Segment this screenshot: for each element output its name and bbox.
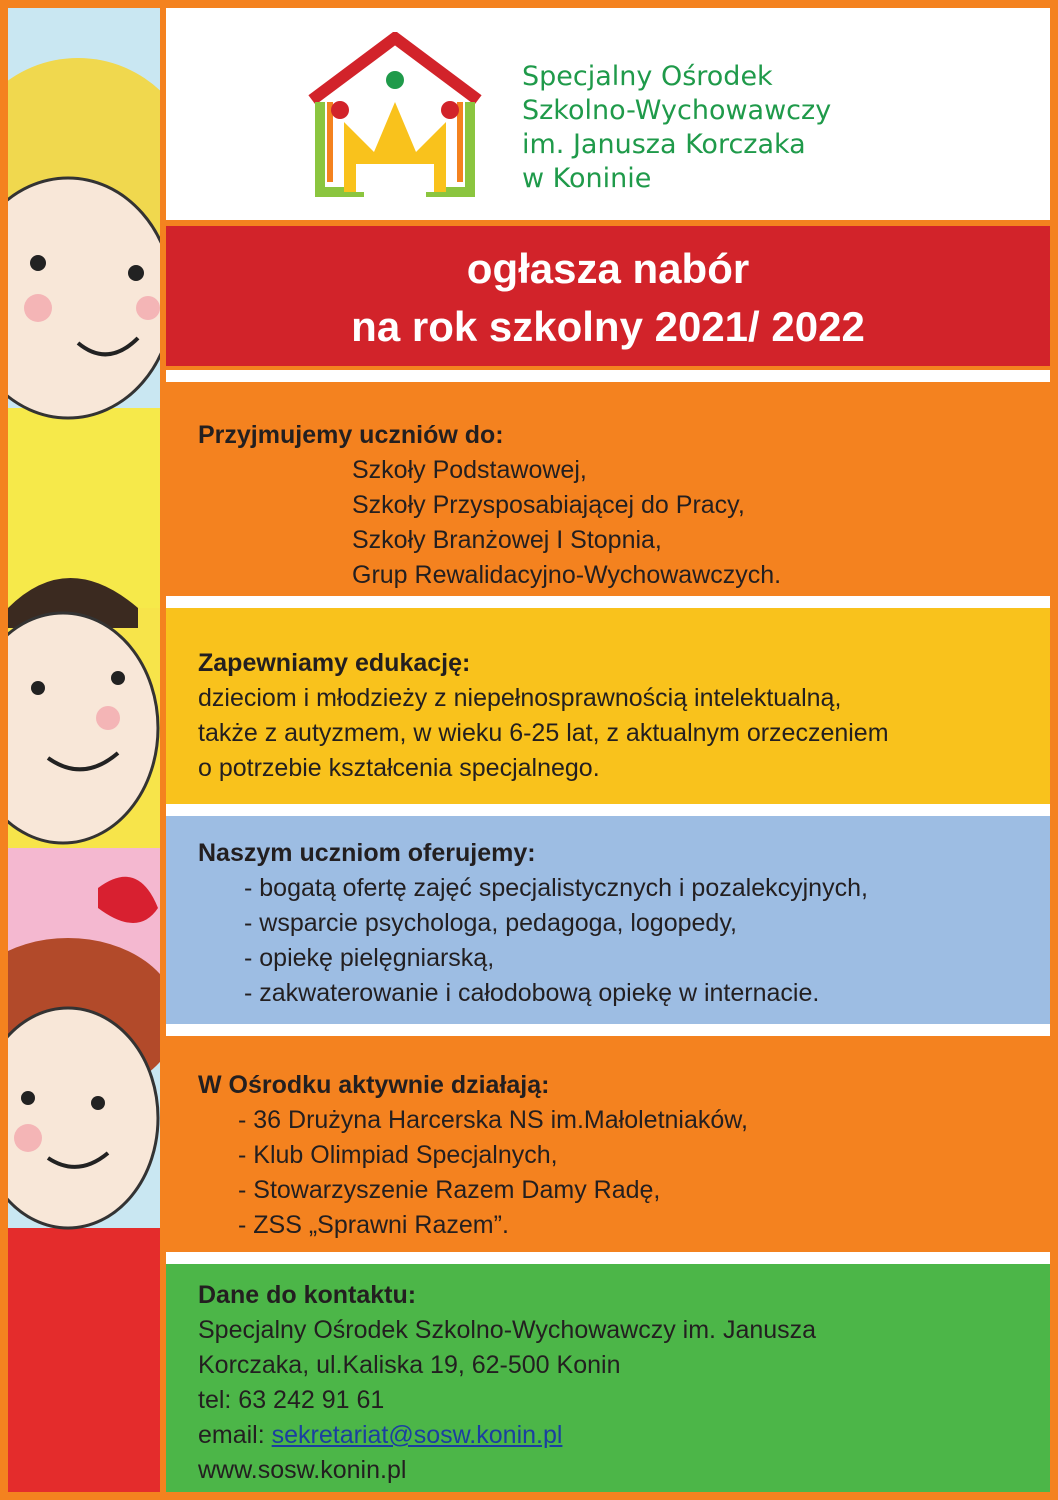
admission-item: Grup Rewalidacyjno-Wychowawczych. — [352, 561, 782, 589]
contact-address-line: Specjalny Ośrodek Szkolno-Wychowawczy im. Janusza — [198, 1316, 817, 1344]
divider — [166, 596, 1050, 608]
offer-heading: Naszym uczniom oferujemy: — [198, 839, 536, 867]
education-line: o potrzebie kształcenia specjalnego. — [198, 754, 600, 782]
school-logo-icon — [304, 32, 486, 202]
admission-heading: Przyjmujemy uczniów do: — [198, 421, 504, 449]
divider — [166, 1024, 1050, 1036]
admission-section — [166, 382, 1050, 596]
email-label: email: — [198, 1421, 272, 1449]
education-line: także z autyzmem, w wieku 6-25 lat, z aktualnym orzeczeniem — [198, 719, 889, 747]
divider — [166, 1252, 1050, 1264]
school-name-line: w Koninie — [522, 163, 652, 194]
school-name-line: im. Janusza Korczaka — [522, 129, 806, 160]
children-illustration — [8, 8, 160, 1492]
contact-section — [166, 1264, 1050, 1492]
contact-email-row — [198, 1418, 1050, 1453]
activities-section — [166, 1036, 1050, 1252]
content-column — [166, 8, 1050, 1492]
divider — [166, 804, 1050, 816]
education-heading: Zapewniamy edukację: — [198, 649, 471, 677]
header — [166, 8, 1050, 220]
banner-line-1: ogłasza nabór — [466, 245, 750, 292]
contact-address-line: Korczaka, ul.Kaliska 19, 62-500 Konin — [198, 1351, 621, 1379]
school-name-line: Specjalny Ośrodek — [522, 61, 773, 92]
offer-section — [166, 816, 1050, 1024]
contact-website: www.sosw.konin.pl — [198, 1456, 407, 1484]
activity-item: - Stowarzyszenie Razem Damy Radę, — [238, 1176, 661, 1204]
admission-item: Szkoły Branżowej I Stopnia, — [352, 526, 662, 554]
education-line: dzieciom i młodzieży z niepełnosprawnością intelektualną, — [198, 684, 842, 712]
banner-line-2: na rok szkolny 2021/ 2022 — [351, 303, 865, 350]
offer-item: - opiekę pielęgniarską, — [244, 944, 495, 972]
children-drawing-icon — [8, 8, 160, 1492]
contact-heading: Dane do kontaktu: — [198, 1281, 417, 1309]
offer-item: - wsparcie psychologa, pedagoga, logopedy, — [244, 909, 737, 937]
school-name-line: Szkolno-Wychowawczy — [522, 95, 832, 126]
admission-item: Szkoły Podstawowej, — [352, 456, 587, 484]
recruitment-banner — [166, 226, 1050, 366]
activity-item: - ZSS „Sprawni Razem”. — [238, 1211, 509, 1239]
activity-item: - 36 Drużyna Harcerska NS im.Małoletniaków, — [238, 1106, 748, 1134]
divider — [166, 370, 1050, 382]
school-name — [522, 60, 942, 196]
activities-heading: W Ośrodku aktywnie działają: — [198, 1071, 550, 1099]
email-link[interactable]: sekretariat@sosw.konin.pl — [271, 1421, 563, 1449]
education-section — [166, 608, 1050, 804]
activity-item: - Klub Olimpiad Specjalnych, — [238, 1141, 558, 1169]
contact-phone: tel: 63 242 91 61 — [198, 1386, 385, 1414]
offer-item: - zakwaterowanie i całodobową opiekę w internacie. — [244, 979, 820, 1007]
admission-item: Szkoły Przysposabiającej do Pracy, — [352, 491, 745, 519]
offer-item: - bogatą ofertę zajęć specjalistycznych i pozalekcyjnych, — [244, 874, 868, 902]
